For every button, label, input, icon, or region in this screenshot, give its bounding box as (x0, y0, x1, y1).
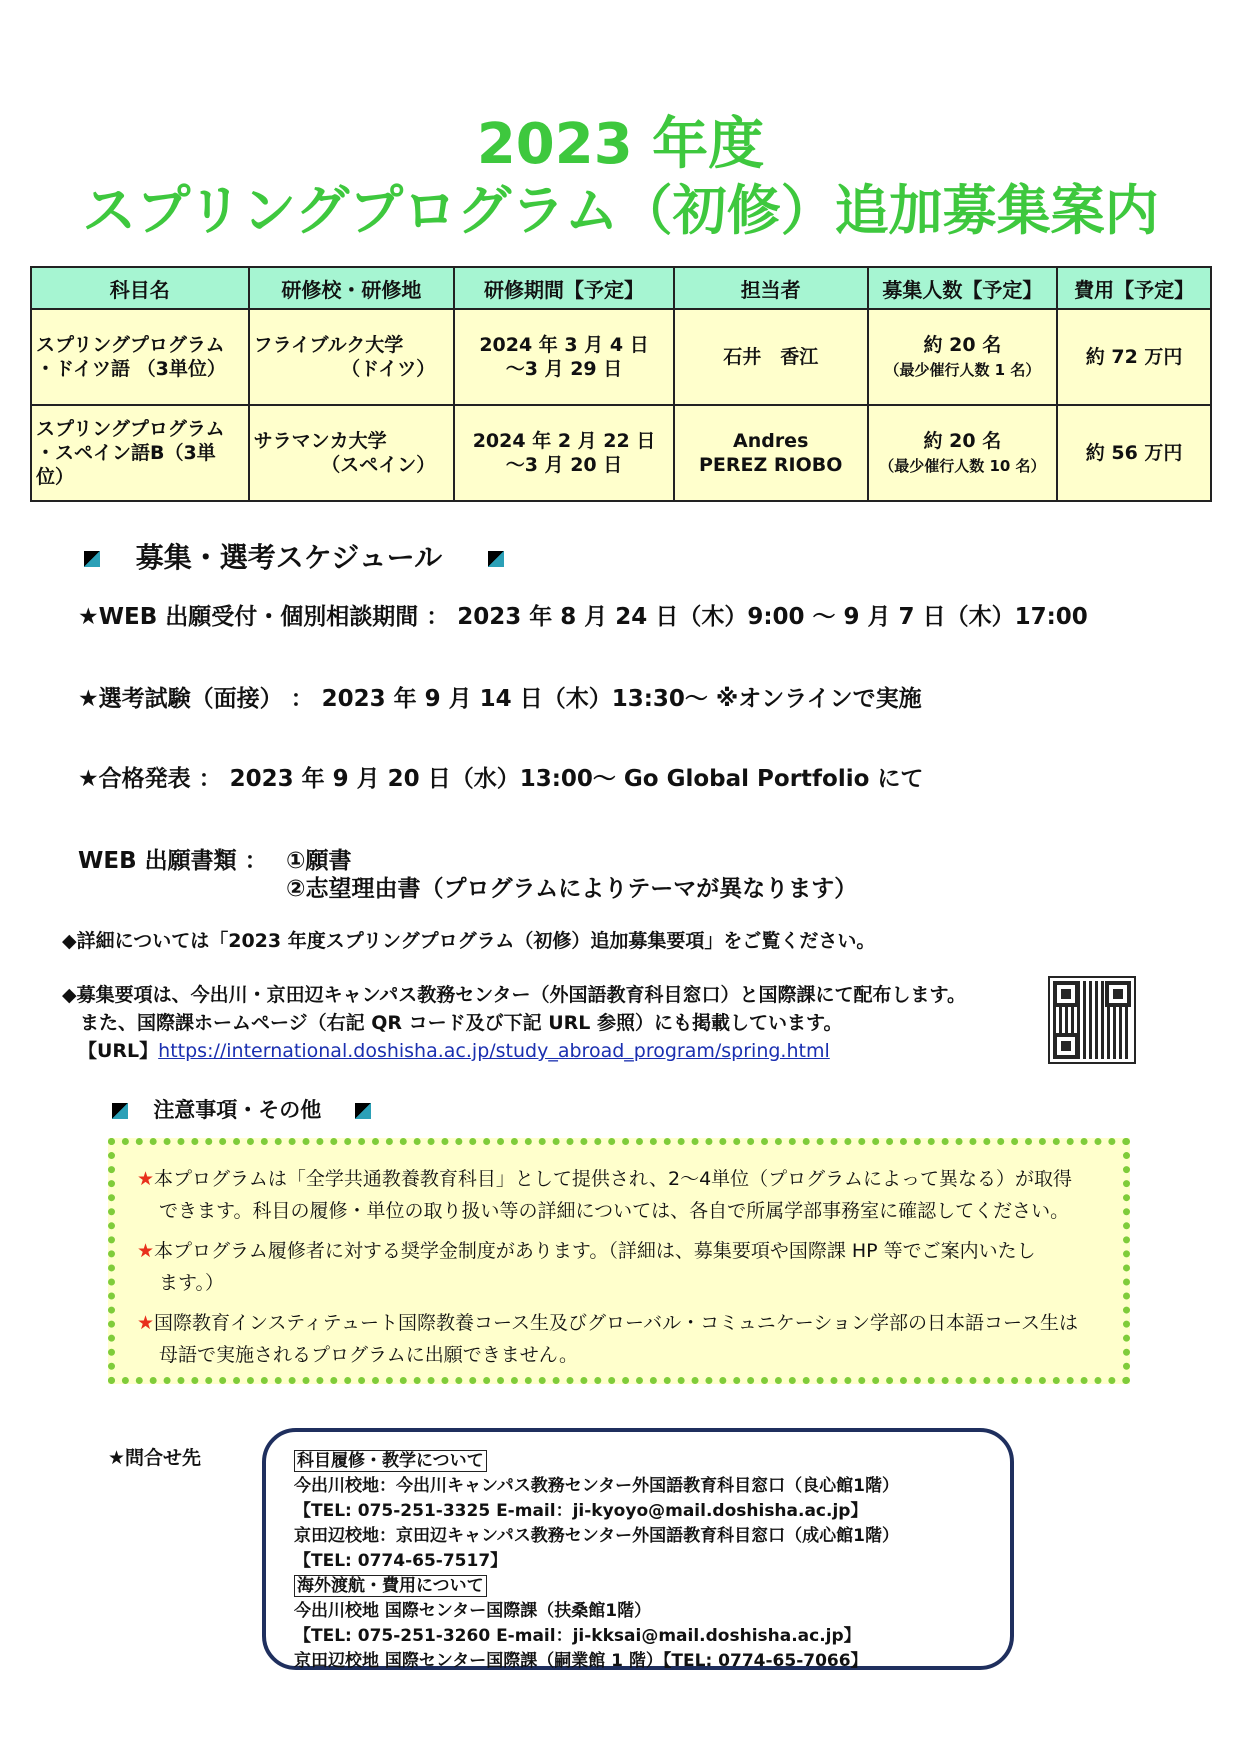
course-unit: ・ドイツ語 （3単位） (36, 358, 226, 380)
detail-note: ◆詳細については「2023 年度スプリングプログラム（初修）追加募集要項」をご覧ください。 (62, 930, 876, 952)
note-credits (137, 1163, 1117, 1227)
staff-name: Andres (732, 430, 809, 452)
capacity-min: （最少催行人数 10 名） (879, 456, 1046, 475)
star-icon: ★ (137, 1168, 155, 1190)
period-start: 2024 年 3 月 4 日 (479, 334, 649, 356)
note-text: ます。） (159, 1272, 224, 1294)
doc-application: ①願書 (286, 848, 352, 874)
period-cell (454, 309, 674, 405)
contact-section-travel: 海外渡航・費用について (294, 1575, 487, 1597)
school-cell (249, 309, 455, 405)
header-staff: 担当者 (674, 267, 868, 309)
course-name: スプリングプログラム (36, 418, 225, 440)
staff-surname: PEREZ RIOBO (699, 454, 843, 476)
contact-line: 【TEL: 075-251-3325 E-mail：ji-kyoyo@mail.doshisha.ac.jp】 (294, 1501, 868, 1521)
square-bullet-icon (355, 1103, 371, 1119)
header-school: 研修校・研修地 (249, 267, 455, 309)
program-table (30, 266, 1212, 502)
contact-box (262, 1428, 1014, 1670)
note-text: 国際教育インスティテュート国際教養コース生及びグローバル・コミュニケーション学部の日本語コース生は (154, 1312, 1079, 1334)
note-scholarship (137, 1235, 1117, 1299)
staff-cell (674, 405, 868, 501)
qr-finder (1105, 981, 1131, 1007)
school-name: フライブルク大学 (253, 334, 404, 356)
star-icon: ★ (137, 1312, 155, 1334)
contact-label: ★問合せ先 (108, 1447, 202, 1469)
schedule-heading (84, 536, 504, 576)
header-fee: 費用【予定】 (1057, 267, 1211, 309)
period-start: 2024 年 2 月 22 日 (472, 430, 656, 452)
notes-heading-text: 注意事項・その他 (153, 1098, 322, 1122)
period-end: ～3 月 29 日 (505, 358, 623, 380)
contact-line: 京田辺校地 国際センター国際課（嗣業館 1 階）【TEL: 0774-65-7066】 (294, 1651, 868, 1671)
exam-date: ★選考試験（面接） ： 2023 年 9 月 14 日（木）13:30～ ※オンラインで実施 (78, 686, 922, 712)
course-unit: ・スペイン語B（3単位） (36, 442, 216, 488)
header-course: 科目名 (31, 267, 249, 309)
note-text: できます。科目の履修・単位の取り扱い等の詳細については、各自で所属学部事務室に確認してください。 (159, 1200, 1070, 1222)
contact-line: 【TEL: 075-251-3260 E-mail：ji-kksai@mail.doshisha.ac.jp】 (294, 1626, 861, 1646)
contact-line: 【TEL: 0774-65-7517】 (294, 1551, 508, 1571)
program-url-link[interactable]: https://international.doshisha.ac.jp/study_abroad_program/spring.html (158, 1040, 830, 1062)
qr-finder (1053, 1033, 1079, 1059)
doc-statement: ②志望理由書（プログラムによりテーマが異なります） (286, 876, 858, 902)
header-period: 研修期間【予定】 (454, 267, 674, 309)
web-application-period: ★WEB 出願受付・個別相談期間 ： 2023 年 8 月 24 日（木）9:00 ～ 9 月 7 日（木）17:00 (78, 604, 1088, 630)
school-country: （ドイツ） (341, 358, 436, 380)
contact-section-academic: 科目履修・教学について (294, 1450, 487, 1472)
schedule-heading-text: 募集・選考スケジュール (135, 541, 443, 574)
table-header-row (31, 267, 1211, 309)
contact-line: 今出川校地：今出川キャンパス教務センター外国語教育科目窓口（良心館1階） (294, 1476, 899, 1496)
school-name: サラマンカ大学 (253, 430, 387, 452)
capacity-cell (868, 309, 1058, 405)
header-capacity: 募集人数【予定】 (868, 267, 1058, 309)
url-label: 【URL】 (78, 1040, 159, 1062)
period-cell (454, 405, 674, 501)
capacity-cell (868, 405, 1058, 501)
table-row (31, 309, 1211, 405)
staff-name: 石井 香江 (723, 346, 819, 368)
star-icon: ★ (137, 1240, 155, 1262)
note-text: 本プログラム履修者に対する奨学金制度があります。（詳細は、募集要項や国際課 HP 等でご案内いたし (154, 1240, 1036, 1262)
homepage-note: また、国際課ホームページ（右記 QR コード及び下記 URL 参照）にも掲載しています。 (80, 1012, 843, 1034)
note-eligibility (137, 1307, 1117, 1371)
course-cell (31, 405, 249, 501)
school-cell (249, 405, 455, 501)
page-title: スプリングプログラム（初修）追加募集案内 (82, 179, 1159, 242)
capacity: 約 20 名 (923, 333, 1002, 356)
notes-box (108, 1138, 1130, 1384)
docs-label: WEB 出願書類 ： (78, 848, 268, 874)
result-date: ★合格発表 ： 2023 年 9 月 20 日（水）13:00～ Go Global Portfolio にて (78, 766, 924, 792)
distribution-note: ◆募集要項は、今出川・京田辺キャンパス教務センター（外国語教育科目窓口）と国際課にて配布します。 (62, 984, 967, 1006)
fee-cell: 約 56 万円 (1057, 405, 1211, 501)
contact-line: 今出川校地 国際センター国際課（扶桑館1階） (294, 1601, 652, 1621)
capacity-min: （最少催行人数 1 名） (884, 360, 1041, 379)
period-end: ～3 月 20 日 (505, 454, 623, 476)
note-text: 母語で実施されるプログラムに出願できません。 (159, 1344, 578, 1366)
course-name: スプリングプログラム (36, 334, 225, 356)
note-text: 本プログラムは「全学共通教養教育科目」として提供され、2～4単位（プログラムによって異なる）が取得 (154, 1168, 1072, 1190)
staff-cell (674, 309, 868, 405)
qr-code-icon (1050, 978, 1134, 1062)
url-line (78, 1036, 830, 1063)
fee-cell: 約 72 万円 (1057, 309, 1211, 405)
square-bullet-icon (84, 551, 100, 567)
school-country: （スペイン） (321, 454, 436, 476)
page-title-year: 2023 年度 (476, 112, 765, 177)
contact-line: 京田辺校地：京田辺キャンパス教務センター外国語教育科目窓口（成心館1階） (294, 1526, 899, 1546)
table-row (31, 405, 1211, 501)
notes-heading (112, 1094, 371, 1124)
capacity: 約 20 名 (923, 429, 1002, 452)
square-bullet-icon (488, 551, 504, 567)
course-cell (31, 309, 249, 405)
qr-finder (1053, 981, 1079, 1007)
square-bullet-icon (112, 1103, 128, 1119)
